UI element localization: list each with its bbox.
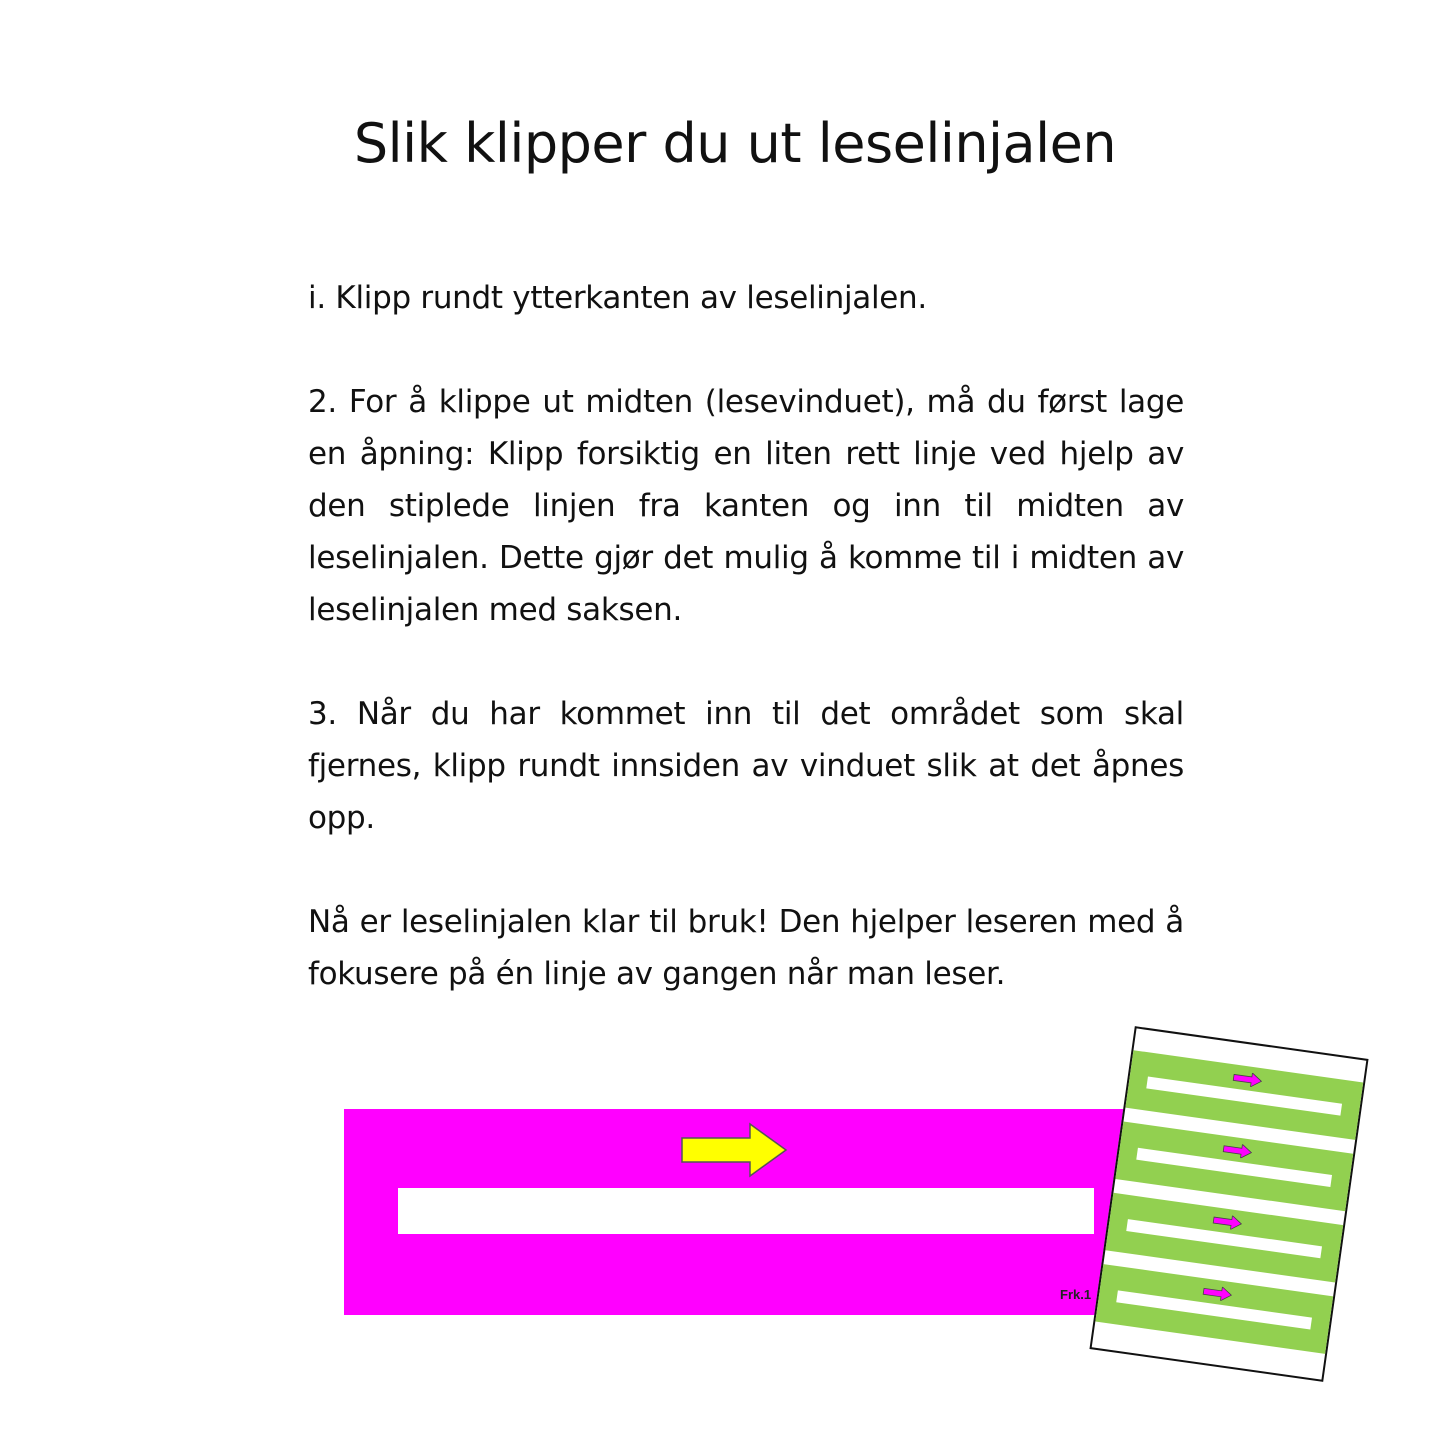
instructions (308, 272, 1184, 1052)
step-2: 2. For å klippe ut midten (lesevinduet), må du først lage en åpning: Klipp forsiktig en liten rett linje ved hjelp av den stiplede linjen fra kanten og inn til midten av leselinjalen. Dette gjør det mulig å komme til i midten av leselinjalen med saksen. (308, 384, 1184, 628)
ruler-credit: Frk.1 (1060, 1287, 1092, 1302)
reading-ruler (344, 1109, 1134, 1315)
page-title: Slik klipper du ut leselinjalen (353, 112, 1117, 175)
arrow-right-icon (1222, 1142, 1254, 1160)
sheet-preview (1089, 1026, 1368, 1382)
closing-note: Nå er leselinjalen klar til bruk! Den hjelper leseren med å fokusere på én linje av gangen når man leser. (308, 904, 1184, 992)
reading-window (398, 1188, 1094, 1234)
arrow-right-icon (1232, 1070, 1264, 1088)
step-1: i. Klipp rundt ytterkanten av leselinjalen. (308, 280, 927, 316)
arrow-right-icon (680, 1122, 790, 1178)
arrow-right-icon (1212, 1213, 1244, 1231)
step-3: 3. Når du har kommet inn til det området som skal fjernes, klipp rundt innsiden av vinduet slik at det åpnes opp. (308, 696, 1184, 836)
arrow-right-icon (1202, 1284, 1234, 1302)
sheet-ruler (1095, 1264, 1333, 1354)
